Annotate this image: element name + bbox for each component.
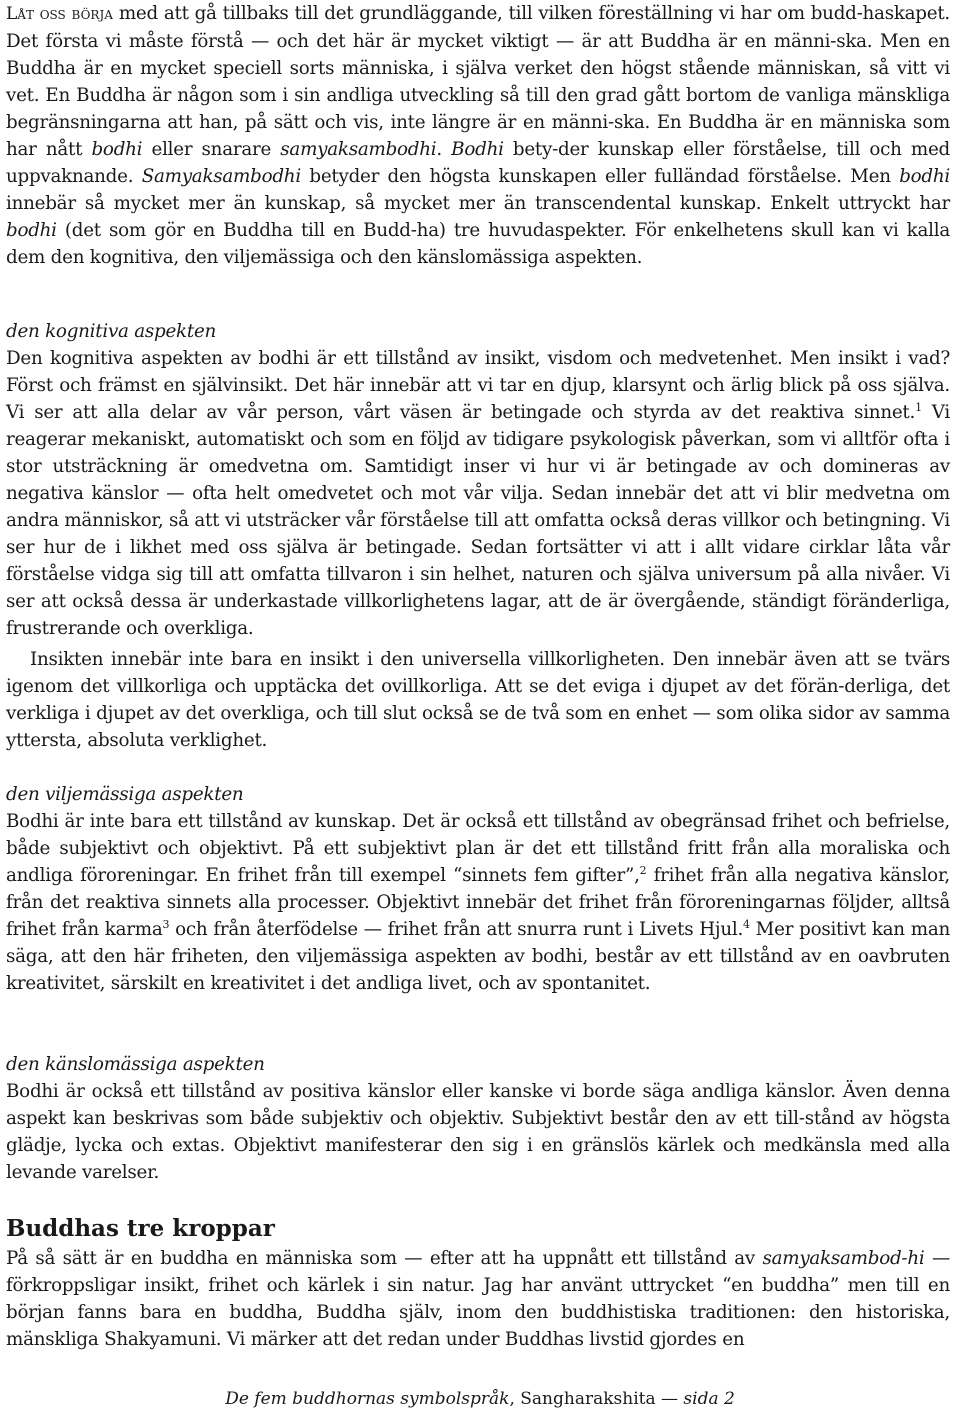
footer-author: , Sangharakshita — bbox=[509, 1389, 684, 1409]
footnote-ref-3: 3 bbox=[162, 917, 170, 931]
footer-book-title: De fem buddhornas symbolspråk bbox=[225, 1389, 510, 1409]
kognitiva-paragraph-1: Den kognitiva aspekten av bodhi är ett tillstånd av insikt, visdom och medvetenhet. Men insikt i vad? Först och främst en självinsikt. Det här innebär att vi tar en djup, klarsynt och ärlig blick på oss själva. Vi ser att alla delar av vår person, vårt väsen är betingade och styrda av det reaktiva sinnet.$^1$ Vi reagerar mekaniskt, automatiskt och som en följd av tidigare psykologisk påverkan, som vi alltför ofta i stor utsträckning är omedvetna om. Samtidigt inser vi hur vi är betingade av och domineras av negativa känslor — ofta helt omedvetet och mot vår vilja. Sedan innebär det att vi blir medvetna om andra människor, så att vi utsträcker vår förståelse till att omfatta också deras villkor och betingning. Vi ser hur de i likhet med oss själva är betingade. Sedan fortsätter vi att i allt vidare cirklar låta vår förståelse vidga sig till att omfatta tillvaron i sin helhet, naturen och själva universum på alla nivåer. Vi ser att också dessa är underkastade villkorlighetens lagar, att de är övergående, ständigt föränderliga, frustrerande och overkliga. bbox=[6, 348, 951, 639]
section-heading-kognitiva: den kognitiva aspekten bbox=[6, 321, 217, 342]
kanslomassiga-paragraph: Bodhi är också ett tillstånd av positiva känslor eller kanske vi borde säga andliga känslor. Även denna aspekt kan beskrivas som både subjektiv och objektiv. Subjektivt består den av ett till-stånd av högsta glädje, lycka och extas. Objektivt manifesterar den sig i en gränslös kärlek och medkänsla med alla levande varelser. bbox=[6, 1081, 950, 1183]
page-footer bbox=[0, 1388, 960, 1410]
kognitiva-paragraph-2: Insikten innebär inte bara en insikt i den universella villkorligheten. Den innebär även att se tvärs igenom det villkorliga och upptäcka det ovillkorliga. Att se det eviga i djupet av det förän-derliga, det verkliga i djupet av det overkliga, och till slut också se de två som en enhet — som olika sidor av samma yttersta, absoluta verklighet. bbox=[6, 649, 950, 751]
viljemassiga-paragraph: Bodhi är inte bara ett tillstånd av kunskap. Det är också ett tillstånd av obegränsad frihet och befrielse, både subjektivt och objektivt. På ett subjektivt plan är det ett tillstånd fritt från alla moraliska och andliga föroreningar. En frihet från till exempel “sinnets fem gifter”,$^2$ frihet från alla negativa känslor, från det reaktiva sinnets alla processer. Objektivt innebär det frihet från föroreningarnas följder, alltså frihet från karma$^3$ och från återfödelse — frihet från att snurra runt i Livets Hjul.$^4$ Mer positivt kan man säga, att den här friheten, den viljemässiga aspekten av bodhi, består av ett tillstånd av en oavbruten kreativitet, särskilt en kreativitet i det andliga livet, och av spontanitet. bbox=[6, 811, 950, 994]
footer-page-number: sida 2 bbox=[683, 1389, 735, 1409]
section-heading-viljemassiga: den viljemässiga aspekten bbox=[6, 784, 244, 805]
lead-small-caps: Låt oss börja bbox=[6, 4, 113, 24]
footnote-ref-2: 2 bbox=[639, 863, 647, 877]
footnote-ref-4: 4 bbox=[743, 917, 750, 931]
kroppar-paragraph: På så sätt är en buddha en människa som — efter att ha uppnått ett tillstånd av samyaksambod-hi — förkroppsligar insikt, frihet och kärlek i sin natur. Jag har använt uttrycket “en buddha” men till en början fanns bara en buddha, Buddha själv, inom den buddhistiska traditionen: den historiska, mänskliga Shakyamuni. Vi märker att det redan under Buddhas livstid gjordes en bbox=[6, 1248, 950, 1350]
footnote-ref-1: 1 bbox=[915, 400, 922, 414]
intro-paragraph: Låt oss börja med att gå tillbaks till det grundläggande, till vilken föreställning vi har om budd-haskapet. Det första vi måste förstå — och det här är mycket viktigt — är att Buddha är en männi-ska. Men en Buddha är en mycket speciell sorts människa, i själva verket den högst stående människan, så vitt vi vet. En Buddha är någon som i sin andliga utveckling så till den grad gått bortom de vanliga mänskliga begränsningarna att han, på sätt och vis, inte längre är en männi-ska. En Buddha är en människa som har nått bodhi eller snarare samyaksambodhi. Bodhi bety-der kunskap eller förståelse, till och med uppvaknande. Samyaksambodhi betyder den högsta kunskapen eller fulländad förståelse. Men bodhi innebär så mycket mer än kunskap, så mycket mer än transcendental kunskap. Enkelt uttryckt har bodhi (det som gör en Buddha till en Budd-ha) tre huvudaspekter. För enkelhetens skull kan vi kalla dem den kognitiva, den viljemässiga och den känslomässiga aspekten. bbox=[6, 3, 950, 268]
section-heading-kanslomassiga: den känslomässiga aspekten bbox=[6, 1054, 265, 1075]
chapter-heading: Buddhas tre kroppar bbox=[6, 1215, 275, 1242]
